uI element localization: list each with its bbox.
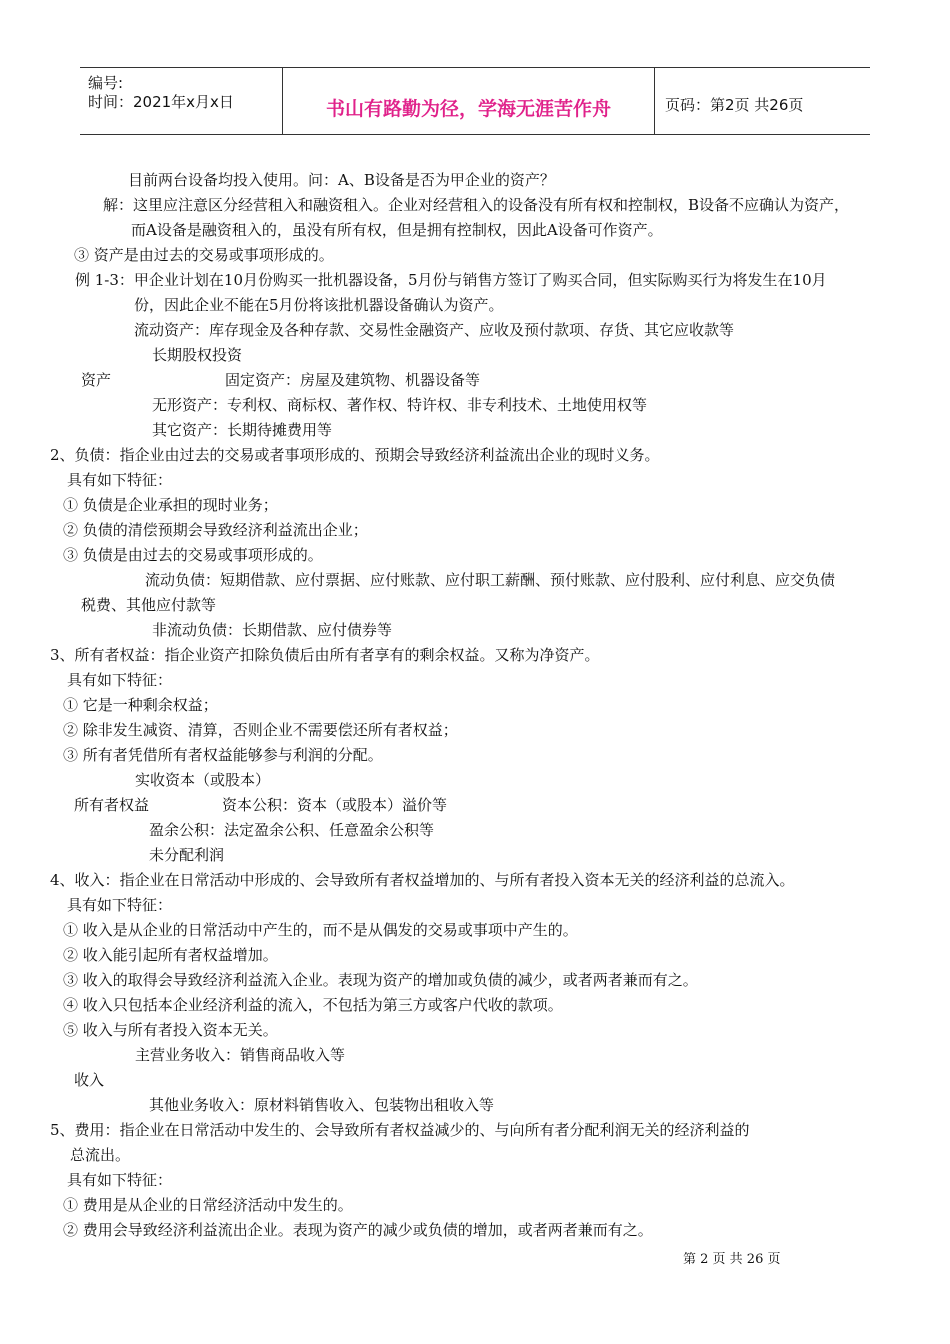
text-line: ③ 负债是由过去的交易或事项形成的。	[63, 546, 323, 564]
text-line: 实收资本（或股本）	[135, 771, 271, 789]
text-line: 固定资产：房屋及建筑物、机器设备等	[225, 371, 481, 389]
text-line: 例 1-3：甲企业计划在10月份购买一批机器设备，5月份与销售方签订了购买合同，但实际购买行为将发生在10月	[75, 271, 827, 289]
header-motto-cell	[283, 68, 655, 134]
text-line: 主营业务收入：销售商品收入等	[135, 1046, 346, 1064]
text-line: 具有如下特征：	[67, 896, 173, 914]
text-line: 流动负债：短期借款、应付票据、应付账款、应付职工薪酬、预付账款、应付股利、应付利息、应交负债	[145, 571, 836, 589]
header-left-cell	[80, 68, 283, 134]
text-line: 资产	[81, 371, 112, 389]
text-line: 非流动负债：长期借款、应付债券等	[152, 621, 393, 639]
text-line: 具有如下特征：	[67, 471, 173, 489]
motto: 书山有路勤为径，学海无涯苦作舟	[325, 98, 611, 120]
text-line: 总流出。	[70, 1146, 131, 1164]
text-line: 而A设备是融资租入的，虽没有所有权，但是拥有控制权，因此A设备可作资产。	[131, 221, 663, 239]
text-line: ① 收入是从企业的日常活动中产生的，而不是从偶发的交易或事项中产生的。	[63, 921, 578, 939]
document-number-label: 编号:	[88, 74, 124, 92]
text-line: ④ 收入只包括本企业经济利益的流入，不包括为第三方或客户代收的款项。	[63, 996, 563, 1014]
text-line: 解：这里应注意区分经营租入和融资租入。企业对经营租入的设备没有所有权和控制权，B设备不应确认为资产，	[103, 196, 850, 214]
text-line: 资本公积：资本（或股本）溢价等	[222, 796, 448, 814]
text-line: 盈余公积：法定盈余公积、任意盈余公积等	[149, 821, 435, 839]
text-line: ② 收入能引起所有者权益增加。	[63, 946, 278, 964]
text-line: ① 费用是从企业的日常经济活动中发生的。	[63, 1196, 353, 1214]
text-line: 其他业务收入：原材料销售收入、包装物出租收入等	[149, 1096, 495, 1114]
text-line: 具有如下特征：	[67, 1171, 173, 1189]
text-line: 流动资产：库存现金及各种存款、交易性金融资产、应收及预付款项、存货、其它应收款等	[134, 321, 735, 339]
text-line: 税费、其他应付款等	[81, 596, 217, 614]
text-line: 所有者权益	[74, 796, 150, 814]
text-line: 长期股权投资	[152, 346, 243, 364]
text-line: 无形资产：专利权、商标权、著作权、特许权、非专利技术、土地使用权等	[152, 396, 648, 414]
page-number-label: 页码：第2页 共26页	[665, 96, 804, 114]
text-line: 5、费用：指企业在日常活动中发生的、会导致所有者权益减少的、与向所有者分配利润无关的经济利益的	[50, 1121, 750, 1139]
page-footer: 第 2 页 共 26 页	[683, 1252, 781, 1267]
text-line: 4、收入：指企业在日常活动中形成的、会导致所有者权益增加的、与所有者投入资本无关的经济利益的总流入。	[50, 871, 795, 889]
text-line: ② 除非发生减资、清算，否则企业不需要偿还所有者权益；	[63, 721, 458, 739]
text-line: 具有如下特征：	[67, 671, 173, 689]
text-line: ① 负债是企业承担的现时业务；	[63, 496, 278, 514]
text-line: ① 它是一种剩余权益；	[63, 696, 218, 714]
text-line: 未分配利润	[149, 846, 225, 864]
text-line: ③ 资产是由过去的交易或事项形成的。	[74, 246, 334, 264]
text-line: ② 费用会导致经济利益流出企业。表现为资产的减少或负债的增加，或者两者兼而有之。	[63, 1221, 653, 1239]
text-line: 2、负债：指企业由过去的交易或者事项形成的、预期会导致经济利益流出企业的现时义务。	[50, 446, 660, 464]
text-line: 3、所有者权益：指企业资产扣除负债后由所有者享有的剩余权益。又称为净资产。	[50, 646, 600, 664]
text-line: ③ 所有者凭借所有者权益能够参与利润的分配。	[63, 746, 383, 764]
text-line: ② 负债的清偿预期会导致经济利益流出企业；	[63, 521, 368, 539]
header-right-cell	[655, 68, 870, 134]
text-line: 其它资产：长期待摊费用等	[152, 421, 333, 439]
text-line: 份，因此企业不能在5月份将该批机器设备确认为资产。	[134, 296, 504, 314]
header-table	[80, 67, 870, 135]
text-line: ⑤ 收入与所有者投入资本无关。	[63, 1021, 278, 1039]
text-line: ③ 收入的取得会导致经济利益流入企业。表现为资产的增加或负债的减少，或者两者兼而有之。	[63, 971, 698, 989]
text-line: 收入	[74, 1071, 105, 1089]
text-line: 目前两台设备均投入使用。问：A、B设备是否为甲企业的资产？	[128, 171, 555, 189]
document-date-label: 时间：2021年x月x日	[88, 93, 234, 111]
